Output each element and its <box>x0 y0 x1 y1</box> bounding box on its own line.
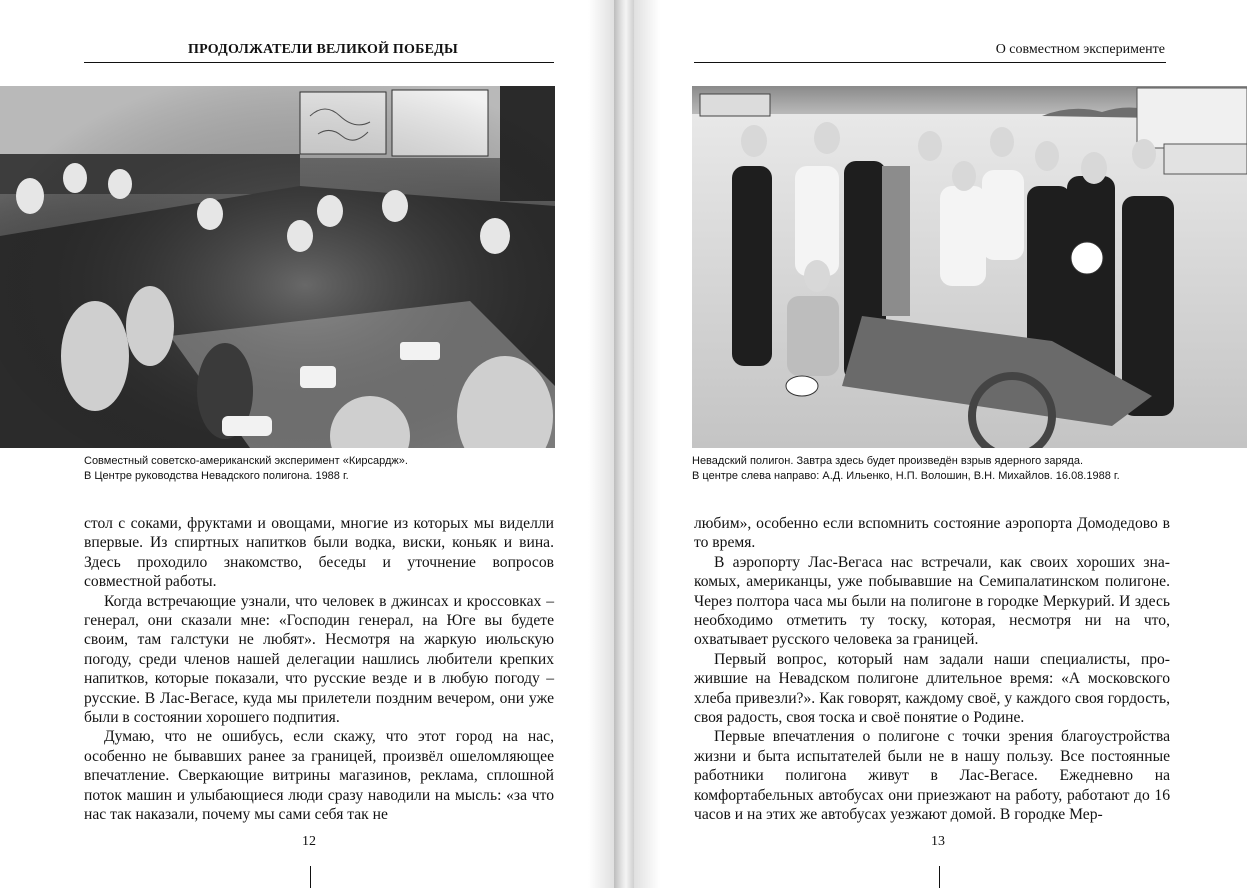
running-header: ПРОДОЛЖАТЕЛИ ВЕЛИКОЙ ПОБЕДЫ <box>188 42 458 57</box>
control-room-photo-image <box>0 86 555 448</box>
paragraph: В аэропорту Лас-Вегаса нас встречали, как своих хороших знакомых, американцы, уже побывавшие на Семипалатинском полигоне. Через полтора часа мы были на полигоне в городке Меркурий. И здесь необходимо отметить ту тоску, которая, несмотря ни на что, охватывает русского человека за границей. <box>694 553 1170 649</box>
crop-mark <box>939 866 940 888</box>
photo-caption <box>692 454 1172 484</box>
left-page <box>0 0 614 888</box>
right-page <box>634 0 1247 888</box>
crop-mark <box>310 866 311 888</box>
paragraph: Думаю, что не ошибусь, если скажу, что этот город на нас, особенно не бывавших ранее за границей, произвёл ошеломляющее впечатление. Сверкающие витрины магазинов, реклама, сплошной поток машин и улыбающиеся люди сразу наводили на мысль: «за что нас так наказали, почему мы сами себя так не <box>84 728 554 824</box>
header-rule <box>84 62 554 63</box>
test-site-photo <box>692 86 1247 448</box>
control-room-photo <box>0 86 555 448</box>
paragraph: Первые впечатления о полигоне с точки зрения благоустройства жизни и быта испытателей были не в нашу пользу. Все постоянные работники полигона живут в Лас-Вегасе. Ежедневно на комфортабельных автобусах они приезжают на работу, работают до 16 часов и на этих же автобусах уезжают домой. В городке Мер- <box>694 728 1170 824</box>
page-number: 12 <box>302 834 316 849</box>
test-site-photo-image <box>692 86 1247 448</box>
caption-line: В центре слева направо: А.Д. Ильенко, Н.П. Волошин, В.Н. Михайлов. 16.08.1988 г. <box>692 470 1120 482</box>
paragraph: стол с соками, фруктами и овощами, многие из которых мы виделли впервые. Из спиртных напитков были водка, виски, коньяк и вина. Здесь проходило знакомство, беседы и уточнение вопросов совместной работы. <box>84 515 554 591</box>
page-number: 13 <box>931 834 945 849</box>
header-rule <box>694 62 1166 63</box>
body-text <box>694 514 1170 825</box>
caption-line: Невадский полигон. Завтра здесь будет произведён взрыв ядерного заряда. <box>692 455 1084 467</box>
running-header: О совместном эксперименте <box>995 42 1165 57</box>
paragraph: Первый вопрос, который нам задали наши специалисты, прожившие на Невадском полигоне длительное время: «А московского хлеба привезли?». Как говорят, каждому своё, у каждого своя гордость, своя радость, своя тоска и своё понятие о Родине. <box>694 650 1170 727</box>
paragraph: любим», особенно если вспомнить состояние аэропорта Домодедово в то время. <box>694 515 1170 552</box>
book-gutter <box>614 0 634 888</box>
body-text <box>84 514 554 825</box>
caption-line: Совместный советско-американский эксперимент «Кирсардж». <box>84 455 408 467</box>
caption-line: В Центре руководства Невадского полигона. 1988 г. <box>84 470 349 482</box>
paragraph: Когда встречающие узнали, что человек в джинсах и кроссовках – генерал, они сказали мне: «Господин генерал, на Юге вы будете своим, там галстуки не любят». Несмотря на жаркую июльскую погоду, среди членов нашей делегации нашлись любители крепких напитков, которые показали, что русские везде и в любую погоду – русские. В Лас-Вегасе, куда мы прилетели поздним вечером, они уже были в состоянии хорошего подпития. <box>84 592 554 727</box>
photo-caption <box>84 454 554 484</box>
